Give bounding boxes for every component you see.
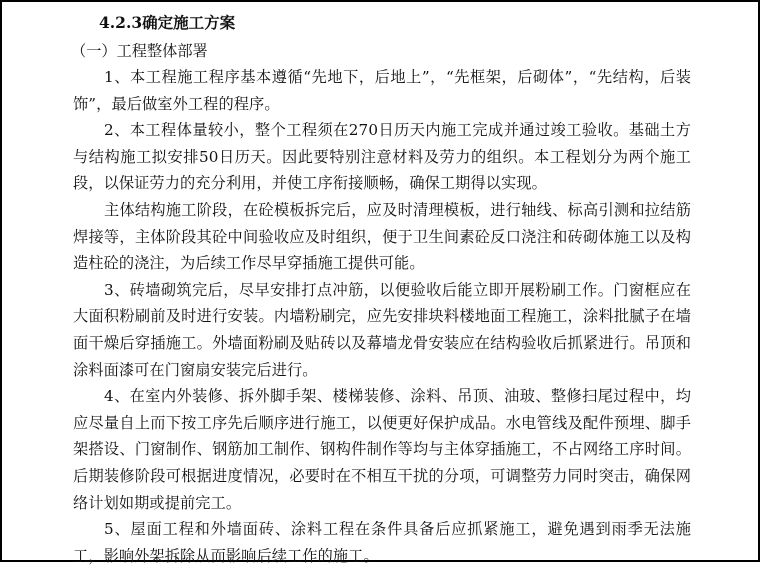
section-heading: 4.2.3确定施工方案 (99, 13, 236, 32)
paragraph-2-continued: 主体结构施工阶段，在砼模板拆完后，应及时清理模板，进行轴线、标高引测和拉结筋焊接等，主体阶段其砼中间验收应及时组织，便于卫生间素砼反口浇注和砖砌体施工以及构造柱砼的浇注，为后续工作尽早穿插施工提供可能。 (73, 200, 691, 273)
document-body (73, 10, 691, 569)
paragraph-2: 2、本工程体量较小，整个工程须在270日历天内施工完成并通过竣工验收。基础土方与结构施工拟安排50日历天。因此要特别注意材料及劳力的组织。本工程划分为两个施工段，以保证劳力的充分利用，并使工序衔接顺畅，确保工期得以实现。 (73, 121, 691, 193)
paragraph-1: 1、本工程施工程序基本遵循“先地下，后地上”，“先框架，后砌体”，“先结构，后装饰”，最后做室外工程的程序。 (73, 68, 691, 113)
paragraph-3: 3、砖墙砌筑完后，尽早安排打点冲筋，以便验收后能立即开展粉刷工作。门窗框应在大面积粉刷前及时进行安装。内墙粉刷完，应先安排块料楼地面工程施工，涂料批腻子在墙面干燥后穿插施工。外墙面粉刷及贴砖以及幕墙龙骨安装应在结构验收后抓紧进行。吊顶和涂料面漆可在门窗扇安装完后进行。 (73, 280, 691, 379)
paragraph-4: 4、在室内外装修、拆外脚手架、楼梯装修、涂料、吊顶、油玻、整修扫尾过程中，均应尽量自上而下按工序先后顺序进行施工，以便更好保护成品。水电管线及配件预埋、脚手架搭设、门窗制作、钢筋加工制作、钢构件制作等均与主体穿插施工，不占网络工序时间。后期装修阶段可根据进度情况，必要时在不相互干扰的分项，可调整劳力同时突击，确保网络计划如期或提前完工。 (73, 387, 691, 512)
paragraph-5: 5、屋面工程和外墙面砖、涂料工程在条件具备后应抓紧施工，避免遇到雨季无法施工，影响外架拆除从而影响后续工作的施工。 (73, 520, 691, 565)
subsection-title: （一）工程整体部署 (71, 42, 208, 60)
